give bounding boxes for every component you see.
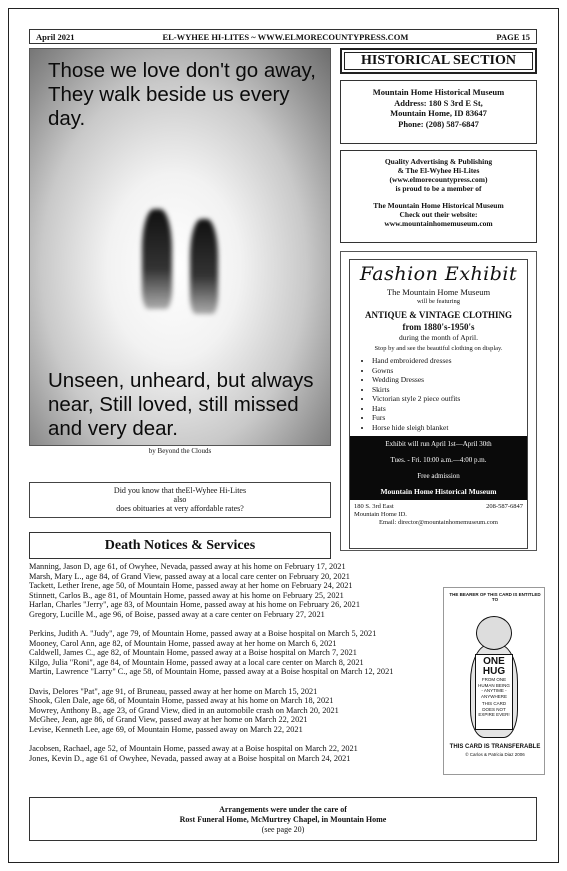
fashion-exhibit-title: Fashion Exhibit <box>359 263 518 285</box>
obit-note-line: also <box>173 495 187 504</box>
notice-item: Gregory, Lucille M., age 96, of Boise, passed away at a care center on February 27, 2021 <box>29 609 325 619</box>
notice-item: Mooney, Carol Ann, age 82, of Mountain Home, passed away at her home on March 6, 2021 <box>29 638 337 648</box>
exhibit-city: Mountain Home ID. <box>354 511 407 518</box>
obituary-rates-note <box>29 482 331 518</box>
exhibit-info-banner <box>350 436 527 500</box>
issue-date: April 2021 <box>36 31 75 42</box>
exhibit-email: Email: director@mountainhomemuseum.com <box>379 519 498 526</box>
notice-item: McGhee, Jean, age 86, of Grand View, passed away at her home on March 22, 2021 <box>29 715 308 725</box>
page-number: PAGE 15 <box>496 31 530 42</box>
fashion-featuring: will be featuring <box>417 298 460 305</box>
funeral-home: Rost Funeral Home, McMurtrey Chapel, in Mountain Home <box>179 815 387 824</box>
notice-group <box>29 562 439 620</box>
notice-item: Davis, Delores "Pat", age 91, of Bruneau, passed away at her home on March 15, 2021 <box>29 686 318 696</box>
bear-head-icon <box>476 616 512 650</box>
notice-item: Mowrey, Anthony B., age 23, of Grand View, died in an automobile crash on March 20, 2021 <box>29 705 339 715</box>
poster-quote-bottom: Unseen, unheard, but always near, Still loved, still missed and very dear. <box>48 369 314 440</box>
hug-from: FROM ONE HUMAN BEING <box>478 677 510 688</box>
notice-item: Tackett, Lether Irene, age 50, of Mountain Home, passed away at her home on February 24, 2021 <box>29 581 353 591</box>
exhibit-contact <box>350 500 527 527</box>
notice-group <box>29 744 439 763</box>
notice-item: Jones, Kevin D., age 61 of Owyhee, Nevada, passed away at a Boise hospital on March 24, 2021 <box>29 753 351 763</box>
death-notices-heading: Death Notices & Services <box>29 532 331 559</box>
museum-contact-box <box>340 80 537 144</box>
fashion-month: during the month of April. <box>399 333 478 342</box>
memorial-poster <box>29 48 331 446</box>
member-line: Check out their website: <box>399 210 478 219</box>
notice-group <box>29 629 439 677</box>
membership-box <box>340 150 537 243</box>
fashion-item: • Hand embroidered dresses <box>372 356 527 366</box>
notice-item: Jacobsen, Rachael, age 52, of Mountain Home, passed away at a Boise hospital on March 22, 2021 <box>29 744 358 753</box>
notice-item: Perkins, Judith A. "Judy", age 79, of Mountain Home, passed away at a Boise hospital on March 5, 2021 <box>29 629 377 639</box>
arrangements-see-page: (see page 20) <box>261 825 305 834</box>
hug-transferable: THIS CARD IS TRANSFERABLE <box>449 744 541 750</box>
notice-item: Kilgo, Julia "Roni", age 84, of Mountain Home, passed away at a local care center on March 8, 2021 <box>29 657 364 667</box>
member-line: is proud to be a member of <box>395 184 482 193</box>
notice-item: Manning, Jason D, age 61, of Owyhee, Nevada, passed away at his home on February 17, 2021 <box>29 562 346 571</box>
notice-group <box>29 687 439 735</box>
museum-website: www.mountainhomemuseum.com <box>384 219 493 228</box>
death-notices-list <box>29 562 439 773</box>
exhibit-museum: Mountain Home Historical Museum <box>380 487 497 496</box>
hug-expire: THIS CARD DOES NOT EXPIRE EVER! <box>478 701 510 717</box>
museum-address-line: Address: 180 S 3rd E St, <box>394 97 483 108</box>
notice-item: Stinnett, Carlos B., age 81, of Mountain Home, passed away at his home on February 25, 2021 <box>29 590 344 600</box>
hug-card <box>443 587 545 775</box>
walking-figure-left <box>142 209 172 309</box>
notice-item: Marsh, Mary L., age 84, of Grand View, passed away at a local care center on February 20, 2021 <box>29 571 350 581</box>
poster-byline: by Beyond the Clouds <box>148 447 212 455</box>
member-line: & The El-Wyhee Hi-Lites <box>397 166 480 175</box>
hug-card-arc-text: THE BEARER OF THIS CARD IS ENTITLED TO <box>449 592 541 602</box>
museum-name: Mountain Home Historical Museum <box>372 87 505 97</box>
poster-quote-top: Those we love don't go away, They walk beside us every day. <box>48 59 316 130</box>
fashion-item: • Furs <box>372 413 527 423</box>
fashion-exhibit-ad <box>340 251 537 551</box>
fashion-headline: ANTIQUE & VINTAGE CLOTHING <box>365 310 512 320</box>
notice-item: Shook, Glen Dale, age 68, of Mountain Home, passed away at his home on March 18, 2021 <box>29 696 334 706</box>
museum-address-line: Mountain Home, ID 83647 <box>390 108 487 118</box>
fashion-items-list <box>372 356 527 432</box>
notice-item: Harlan, Charles "Jerry", age 83, of Mountain Home, passed away at his home on February 26, 2021 <box>29 600 360 610</box>
page-header <box>29 29 537 44</box>
arrangements-box <box>29 797 537 841</box>
exhibit-hours: Tues. - Fri. 10:00 a.m.—4:00 p.m. <box>390 456 487 464</box>
publication-title: EL-WYHEE HI-LITES ~ WWW.ELMORECOUNTYPRESS.COM <box>162 31 409 42</box>
exhibit-street: 180 S. 3rd East <box>354 503 394 510</box>
fashion-item: • Wedding Dresses <box>372 375 527 385</box>
fashion-item: • Victorian style 2 piece outfits <box>372 394 527 404</box>
historical-section-heading: HISTORICAL SECTION <box>340 48 537 74</box>
fashion-years: from 1880's-1950's <box>402 322 475 332</box>
hug-copyright: © Carlos & Patricia Diaz 2006 <box>465 752 525 757</box>
fashion-item: • Gowns <box>372 366 527 376</box>
arrangements-line: Arrangements were under the care of <box>219 805 347 814</box>
walking-figure-right <box>190 219 218 314</box>
hug-word: ONE HUG <box>482 656 506 677</box>
fashion-item: • Hats <box>372 404 527 414</box>
exhibit-phone: 208-587-6847 <box>486 503 523 510</box>
member-line: Quality Advertising & Publishing <box>384 157 493 166</box>
fashion-museum: The Mountain Home Museum <box>386 287 491 297</box>
fashion-item: • Skirts <box>372 385 527 395</box>
exhibit-run-dates: Exhibit will run April 1st—April 30th <box>385 440 492 448</box>
fashion-item: • Horse hide sleigh blanket <box>372 423 527 433</box>
member-line: The Mountain Home Historical Museum <box>373 201 504 210</box>
obit-note-line: does obituaries at very affordable rates? <box>116 504 244 513</box>
hug-sign <box>475 654 513 730</box>
notice-item: Martin, Lawrence "Larry" C., age 58, of Mountain Home, passed away at a Boise hospital on March 12, 2021 <box>29 667 394 677</box>
member-line: (www.elmorecountypress.com) <box>389 175 488 184</box>
obit-note-line: Did you know that theEl-Wyhee Hi-Lites <box>113 486 247 495</box>
notice-item: Caldwell, James C., age 82, of Mountain Home, passed away at a Boise hospital on March 7, 2021 <box>29 648 357 658</box>
fashion-invite: Stop by and see the beautiful clothing on display. <box>374 345 503 352</box>
exhibit-admission: Free admission <box>417 472 460 480</box>
museum-phone: Phone: (208) 587-6847 <box>398 118 479 129</box>
notice-item: Levise, Kenneth Lee, age 69, of Mountain Home, passed away on March 22, 2021 <box>29 724 303 734</box>
hug-anytime: - ANYTIME - ANYWHERE <box>480 688 507 699</box>
